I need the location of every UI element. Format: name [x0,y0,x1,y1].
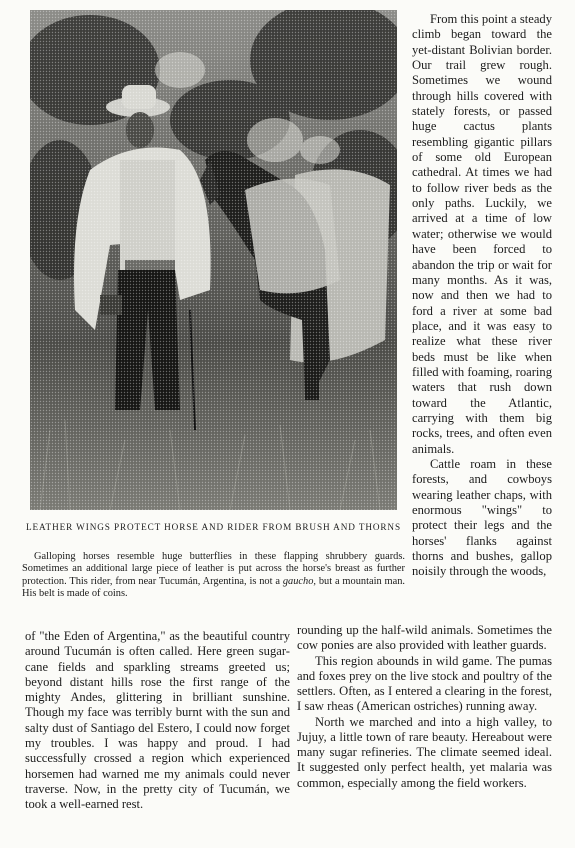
mid-paragraph-3: North we marched and into a high valley, to Jujuy, a little town of rare beauty. Hereabout were many sugar refineries. The climate seemed ideal. It suggested only perfect health, yet malaria was common, especially among the field workers. [297,714,552,790]
figure-caption-title: LEATHER WINGS PROTECT HORSE AND RIDER FROM BRUSH AND THORNS [26,522,401,532]
left-paragraph-1: of "the Eden of Argentina," as the beautiful country around Tucumán is often called. Here green sugar-cane fields and sparkling streams greeted us; beyond distant hills rose the first range of the mighty Andes, glittering in brilliant sunshine. Though my face was terribly burnt with the sun and salty dust of Santiago del Estero, I could now forget my troubles. I was happy and proud. I had successfully crossed a region which experienced horsemen had warned me my animals could never traverse. Now, in the pretty city of Tucumán, we took a well-earned rest. [25,629,290,812]
halftone-photo [30,10,397,510]
caption-text-part-1: Galloping horses resemble huge butterflies in these flapping shrubbery guards. Sometimes an additional large piece of leather is put across the horse's breast as further protection. This rider, from near Tucumán, Argentina, is not a [22,551,405,587]
caption-text-emphasis: gaucho, [282,575,316,587]
mid-paragraph-2: This region abounds in wild game. The pumas and foxes prey on the live stock and poultry of the settlers. Often, as I entered a clearing in the forest, I saw rheas (American ostriches) running away. [297,653,552,714]
caption-text-part-2: but a mountain man. His belt is made of coins. [22,575,405,599]
figure-caption-text [22,551,405,600]
mid-paragraph-1: rounding up the half-wild animals. Sometimes the cow ponies are also provided with leather guards. [297,623,552,653]
right-paragraph-2: Cattle roam in these forests, and cowboys wearing leather chaps, with enormous "wings" to protect their legs and the horses' flanks against thorns and bushes, gallop noisily through the woods, [412,456,552,579]
right-column-text [412,12,552,580]
middle-bottom-column-text [297,623,552,791]
photo-man-with-horse [30,10,397,510]
right-paragraph-1: From this point a steady climb began toward the yet-distant Bolivian border. Our trail grew rough. Sometimes we wound through hills covered with stately forests, or passed huge cactus plants resembling gigantic pillars of some old European cathedral. At times we had to follow river beds as the only paths. Luckily, we arrived at a time of low water; otherwise we would have been forced to abandon the trip or wait for many months. As it was, now and then we had to ford a river at some bad place, and it was easy to realize what these river beds must be like when filled with foaming, roaring waters that rush down toward the Atlantic, carrying with them big rocks, trees, and often even animals. [412,12,552,456]
left-bottom-column-text [25,629,290,813]
